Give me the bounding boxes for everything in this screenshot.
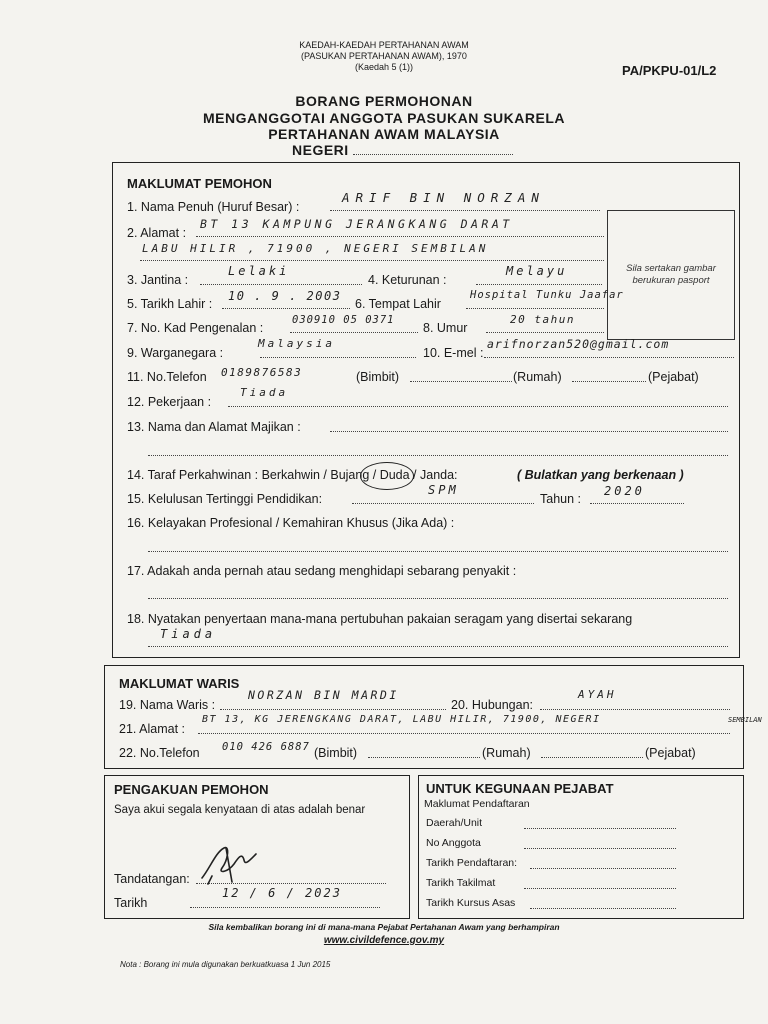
heir-address-line <box>198 733 730 734</box>
gender-value[interactable]: Lelaki <box>228 264 290 278</box>
footer-website[interactable]: www.civildefence.gov.my <box>323 935 445 946</box>
race-value[interactable]: Melayu <box>506 264 568 278</box>
phone-mobile-label: (Bimbit) <box>356 370 400 384</box>
date-value[interactable]: 12 / 6 / 2023 <box>222 886 342 900</box>
negeri-row <box>292 142 513 158</box>
office-field-briefing-date: Tarikh Takilmat <box>426 877 496 889</box>
phone-office-label: (Pejabat) <box>648 370 699 384</box>
declaration-text: Saya akui segala kenyataan di atas adalah benar <box>114 804 366 816</box>
office-field-district: Daerah/Unit <box>426 817 483 829</box>
office-field-course-date-line[interactable] <box>530 908 676 909</box>
job-line <box>228 406 728 407</box>
marital-note: ( Bulatkan yang berkenaan ) <box>517 468 684 482</box>
address-line-2 <box>140 260 604 261</box>
heir-address-value[interactable]: BT 13, KG JERENGKANG DARAT, LABU HILIR, 71900, NEGERI <box>202 714 601 725</box>
office-field-course-date: Tarikh Kursus Asas <box>426 897 516 909</box>
profession-label: 16. Kelayakan Profesional / Kemahiran Khusus (Jika Ada) : <box>127 516 455 530</box>
ic-line <box>290 332 418 333</box>
age-label: 8. Umur <box>423 321 468 335</box>
nationality-label: 9. Warganegara : <box>127 346 224 360</box>
ic-label: 7. No. Kad Pengenalan : <box>127 321 264 335</box>
year-line <box>590 503 684 504</box>
regulation-line-1: KAEDAH-KAEDAH PERTAHANAN AWAM <box>299 40 469 50</box>
heir-name-line <box>220 709 446 710</box>
education-line <box>352 503 534 504</box>
illness-label: 17. Adakah anda pernah atau sedang menghidapi sebarang penyakit : <box>127 564 517 578</box>
address-label: 2. Alamat : <box>127 226 187 240</box>
phone-home-label: (Rumah) <box>513 370 562 384</box>
profession-line[interactable] <box>148 551 728 552</box>
employer-label: 13. Nama dan Alamat Majikan : <box>127 420 301 434</box>
heir-phone-home-line[interactable] <box>368 757 480 758</box>
heir-phone-label: 22. No.Telefon <box>119 746 200 760</box>
office-subtitle: Maklumat Pendaftaran <box>424 798 530 810</box>
race-label: 4. Keturunan : <box>368 273 447 287</box>
declaration-title: PENGAKUAN PEMOHON <box>114 782 269 797</box>
office-field-briefing-date-line[interactable] <box>524 888 676 889</box>
gender-label: 3. Jantina : <box>127 273 189 287</box>
applicant-section-title: MAKLUMAT PEMOHON <box>127 176 272 191</box>
illness-line[interactable] <box>148 598 728 599</box>
pob-line <box>466 308 604 309</box>
email-line <box>484 357 734 358</box>
employer-line-2[interactable] <box>148 455 728 456</box>
age-value[interactable]: 20 tahun <box>510 313 575 326</box>
heir-address-label: 21. Alamat : <box>119 722 186 736</box>
uniform-label: 18. Nyatakan penyertaan mana-mana pertubuhan pakaian seragam yang disertai sekarang <box>127 612 633 626</box>
office-field-district-line[interactable] <box>524 828 676 829</box>
heir-phone-office-label: (Pejabat) <box>645 746 696 760</box>
job-value[interactable]: Tiada <box>240 386 289 399</box>
form-code: PA/PKPU-01/L2 <box>622 63 717 78</box>
name-value[interactable]: ARIF BIN NORZAN <box>342 190 545 205</box>
footer-instruction: Sila kembalikan borang ini di mana-mana Pejabat Pertahanan Awam yang berhampiran <box>208 922 560 932</box>
photo-note: Sila sertakan gambar berukuran pasport <box>626 263 716 286</box>
office-field-registration-date-line[interactable] <box>530 868 676 869</box>
regulation-line-2: (PASUKAN PERTAHANAN AWAM), 1970 <box>301 51 467 61</box>
education-value[interactable]: SPM <box>428 483 459 497</box>
marital-label: 14. Taraf Perkahwinan : Berkahwin / Bujang / Duda / Janda: <box>127 468 458 482</box>
phone-label: 11. No.Telefon <box>127 370 207 384</box>
passport-photo-box[interactable] <box>607 210 735 340</box>
signature-label: Tandatangan: <box>114 872 190 886</box>
email-value[interactable]: arifnorzan520@gmail.com <box>487 337 670 351</box>
phone-value[interactable]: 0189876583 <box>221 366 303 379</box>
office-field-registration-date: Tarikh Pendaftaran: <box>426 857 518 869</box>
phone-home-line[interactable] <box>410 381 512 382</box>
form-title-3: PERTAHANAN AWAM MALAYSIA <box>268 126 500 142</box>
signature-image[interactable] <box>198 838 268 888</box>
heir-name-label: 19. Nama Waris : <box>119 698 216 712</box>
uniform-line <box>148 646 728 647</box>
heir-relation-label: 20. Hubungan: <box>451 698 534 712</box>
name-line <box>330 210 600 211</box>
address-line-1 <box>196 236 604 237</box>
name-label: 1. Nama Penuh (Huruf Besar) : <box>127 200 300 214</box>
dob-label: 5. Tarikh Lahir : <box>127 297 213 311</box>
form-title-1: BORANG PERMOHONAN <box>295 93 473 109</box>
heir-relation-line <box>540 709 730 710</box>
date-label: Tarikh <box>114 896 148 910</box>
address-value-1[interactable]: BT 13 KAMPUNG JERANGKANG DARAT <box>200 217 513 231</box>
pob-value[interactable]: Hospital Tunku Jaafar <box>470 289 624 301</box>
age-line <box>486 332 604 333</box>
heir-address-overflow: SEMBILAN <box>728 716 762 724</box>
gender-line <box>200 284 362 285</box>
nationality-value[interactable]: Malaysia <box>258 337 335 350</box>
office-field-member-no: No Anggota <box>426 837 481 849</box>
negeri-field[interactable] <box>353 142 513 155</box>
job-label: 12. Pekerjaan : <box>127 395 212 409</box>
dob-line <box>222 308 350 309</box>
education-label: 15. Kelulusan Tertinggi Pendidikan: <box>127 492 323 506</box>
year-label: Tahun : <box>540 492 582 506</box>
phone-office-line[interactable] <box>572 381 646 382</box>
heir-phone-value[interactable]: 010 426 6887 <box>222 741 310 753</box>
email-label: 10. E-mel : <box>423 346 484 360</box>
heir-phone-office-line[interactable] <box>541 757 643 758</box>
ic-value[interactable]: 030910 05 0371 <box>292 314 395 326</box>
form-title-2: MENGANGGOTAI ANGGOTA PASUKAN SUKARELA <box>202 110 565 126</box>
heir-phone-mobile-label: (Bimbit) <box>314 746 358 760</box>
date-line <box>190 907 380 908</box>
footer-note: Nota : Borang ini mula digunakan berkuatkuasa 1 Jun 2015 <box>120 960 331 969</box>
office-title: UNTUK KEGUNAAN PEJABAT <box>426 781 614 796</box>
pob-label: 6. Tempat Lahir <box>355 297 441 311</box>
race-line <box>476 284 602 285</box>
nationality-line <box>260 357 416 358</box>
heir-section-title: MAKLUMAT WARIS <box>119 676 240 691</box>
address-value-2[interactable]: LABU HILIR , 71900 , NEGERI SEMBILAN <box>142 242 489 255</box>
year-value[interactable]: 2020 <box>604 484 645 498</box>
office-field-member-no-line[interactable] <box>524 848 676 849</box>
heir-relation-value[interactable]: AYAH <box>578 688 617 701</box>
marital-selected-circle[interactable] <box>360 462 414 490</box>
heir-name-value[interactable]: NORZAN BIN MARDI <box>248 688 399 702</box>
employer-line-1[interactable] <box>330 431 728 432</box>
regulation-line-3: (Kaedah 5 (1)) <box>354 62 414 72</box>
dob-value[interactable]: 10 . 9 . 2003 <box>228 289 342 303</box>
heir-phone-home-label: (Rumah) <box>482 746 531 760</box>
negeri-label: NEGERI <box>292 142 349 158</box>
uniform-value[interactable]: Tiada <box>160 627 217 641</box>
